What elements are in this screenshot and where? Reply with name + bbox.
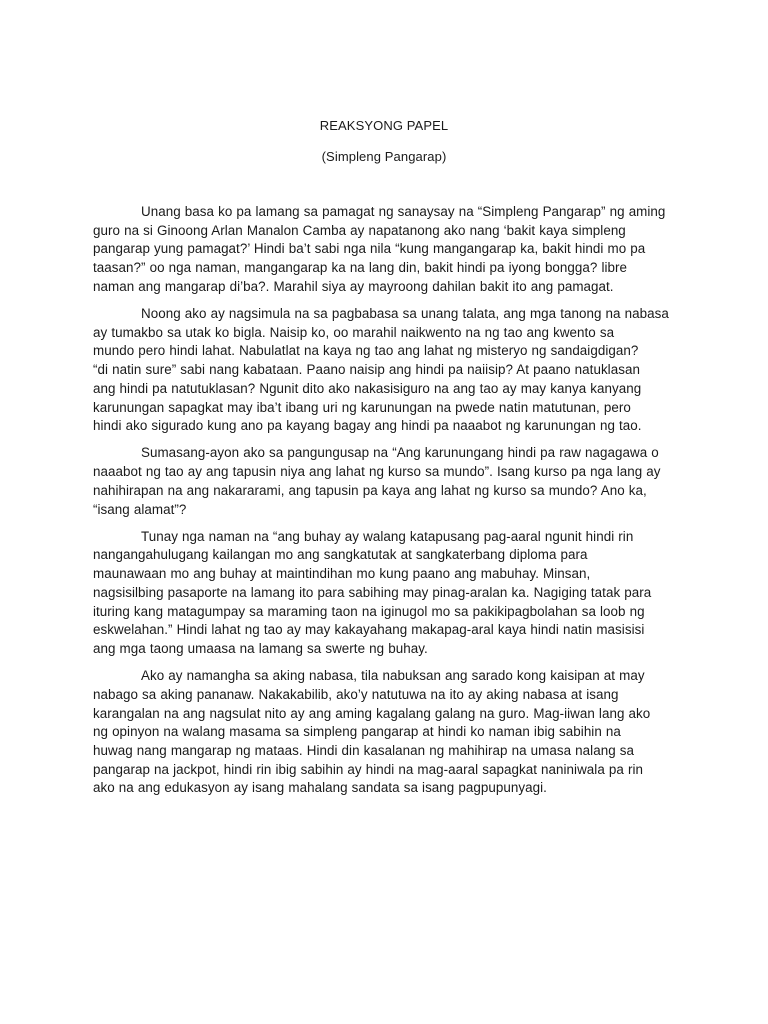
paragraph-line: nagsisilbing pasaporte na lamang ito para sabihing may pinag-aralan ka. Nagiging tatak para xyxy=(93,584,652,600)
paragraph-line: mundo pero hindi lahat. Nabulatlat na kaya ng tao ang lahat ng misteryo ng sandaigdigan? xyxy=(93,343,639,359)
paragraph-line: ang mga taong umaasa na lamang sa swerte ng buhay. xyxy=(93,640,428,656)
paragraph-line: naaabot ng tao ay ang tapusin niya ang lahat ng kurso sa mundo”. Isang kurso pa nga lang ay xyxy=(93,464,661,480)
paragraph-line: ang hindi pa natutuklasan? Ngunit dito ako nakasisiguro na ang tao ay may kanya kanyang xyxy=(93,380,642,396)
paragraph-1 xyxy=(93,203,679,297)
paragraph-line: ako na ang edukasyon ay isang mahalang sandata sa isang pagpupunyagi. xyxy=(93,780,547,796)
paragraph-line: Noong ako ay nagsimula na sa pagbabasa sa unang talata, ang mga tanong na nabasa xyxy=(141,306,669,322)
paragraph-line: Ako ay namangha sa aking nabasa, tila nabuksan ang sarado kong kaisipan at may xyxy=(141,668,645,684)
paragraph-line: nangangahulugang kailangan mo ang sangkatutak at sangkaterbang diploma para xyxy=(93,547,588,563)
document-title: REAKSYONG PAPEL xyxy=(319,118,449,133)
paragraph-line: karangalan na ang nagsulat nito ay ang aming kagalang galang na guro. Mag-iiwan lang ako xyxy=(93,705,651,721)
paragraph-line: ng opinyon na walang masama sa simpleng pangarap at hindi ko naman ibig sabihin na xyxy=(93,724,621,740)
paragraph-line: karunungan sapagkat may iba’t ibang uri ng karunungan na pwede natin matutunan, pero xyxy=(93,399,631,415)
paragraph-line: “isang alamat”? xyxy=(93,501,187,517)
paragraph-line: guro na si Ginoong Arlan Manalon Camba ay napatanong ako nang ‘bakit kaya simpleng xyxy=(93,222,626,238)
paragraph-line: “di natin sure” sabi nang kabataan. Paano naisip ang hindi pa naiisip? At paano natuklasan xyxy=(93,362,640,378)
document-body xyxy=(93,203,679,807)
paragraph-line: pangarap yung pamagat?’ Hindi ba’t sabi nga nila “kung mangangarap ka, bakit hindi mo pa xyxy=(93,241,646,257)
paragraph-line: Sumasang-ayon ako sa pangungusap na “Ang karunungang hindi pa raw nagagawa o xyxy=(141,445,659,461)
paragraph-line: eskwelahan.” Hindi lahat ng tao ay may kakayahang makapag-aral kaya hindi natin masisisi xyxy=(93,622,645,638)
paragraph-line: maunawaan mo ang buhay at maintindihan mo kung paano ang mabuhay. Minsan, xyxy=(93,566,591,582)
paragraph-line: ituring kang matagumpay sa maraming taon na iginugol mo sa pakikipagbolahan sa loob ng xyxy=(93,603,645,619)
paragraph-line: nabago sa aking pananaw. Nakakabilib, ako’y natutuwa na ito ay aking nabasa at isang xyxy=(93,686,619,702)
paragraph-line: ay tumakbo sa utak ko bigla. Naisip ko, oo marahil naikwento na ng tao ang kwento sa xyxy=(93,324,615,340)
paragraph-5 xyxy=(93,667,679,798)
paragraph-3 xyxy=(93,444,679,519)
paragraph-line: naman ang mangarap di’ba?. Marahil siya ay mayroong dahilan bakit ito ang pamagat. xyxy=(93,278,614,294)
paragraph-line: nahihirapan na ang nakararami, ang tapusin pa kaya ang lahat ng kurso sa mundo? Ano ka, xyxy=(93,482,647,498)
document-subtitle: (Simpleng Pangarap) xyxy=(321,149,447,164)
paragraph-2 xyxy=(93,305,679,436)
paragraph-line: Tunay nga naman na “ang buhay ay walang katapusang pag-aaral ngunit hindi rin xyxy=(141,528,634,544)
paragraph-4 xyxy=(93,528,679,659)
paragraph-line: hindi ako sigurado kung ano pa kayang bagay ang hindi pa naaabot ng karunungan ng tao. xyxy=(93,418,642,434)
paragraph-line: huwag nang mangarap ng mataas. Hindi din kasalanan ng mahihirap na umasa nalang sa xyxy=(93,742,635,758)
paragraph-line: taasan?” oo nga naman, mangangarap ka na lang din, bakit hindi pa iyong bongga? libre xyxy=(93,260,628,276)
paragraph-line: pangarap na jackpot, hindi rin ibig sabihin ay hindi na mag-aaral sapagkat naniniwala pa rin xyxy=(93,761,643,777)
paragraph-line: Unang basa ko pa lamang sa pamagat ng sanaysay na “Simpleng Pangarap” ng aming xyxy=(141,204,666,219)
